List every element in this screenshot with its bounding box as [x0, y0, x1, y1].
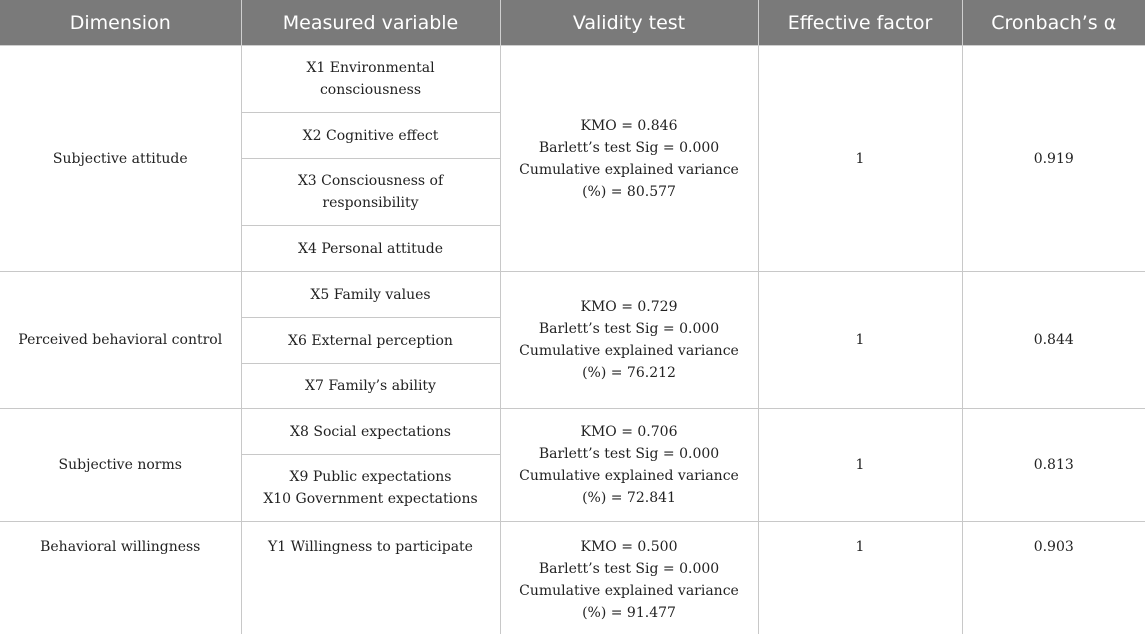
variable-cell: X6 External perception [241, 318, 500, 364]
header-cronbach-alpha: Cronbach’s α [962, 0, 1145, 46]
alpha-cell: 0.903 [962, 522, 1145, 634]
variable-cell: X3 Consciousness of responsibility [241, 159, 500, 226]
table-row [0, 46, 1145, 113]
dimension-cell: Behavioral willingness [0, 522, 241, 634]
variable-cell: X1 Environmental consciousness [241, 46, 500, 113]
alpha-cell: 0.919 [962, 46, 1145, 272]
variable-cell: X5 Family values [241, 272, 500, 318]
variable-cell: X7 Family’s ability [241, 364, 500, 409]
alpha-cell: 0.844 [962, 272, 1145, 409]
dimension-cell: Subjective attitude [0, 46, 241, 272]
validity-cell: KMO = 0.846 Barlett’s test Sig = 0.000 Cumulative explained variance (%) = 80.577 [500, 46, 758, 272]
dimension-cell: Subjective norms [0, 409, 241, 522]
alpha-cell: 0.813 [962, 409, 1145, 522]
factor-cell: 1 [758, 522, 962, 634]
header-row [0, 0, 1145, 46]
factor-cell: 1 [758, 409, 962, 522]
table-row [0, 409, 1145, 455]
header-validity-test: Validity test [500, 0, 758, 46]
table-row [0, 522, 1145, 634]
dimension-cell: Perceived behavioral control [0, 272, 241, 409]
table-row [0, 272, 1145, 318]
header-measured-variable: Measured variable [241, 0, 500, 46]
validity-cell: KMO = 0.706 Barlett’s test Sig = 0.000 Cumulative explained variance (%) = 72.841 [500, 409, 758, 522]
header-effective-factor: Effective factor [758, 0, 962, 46]
variable-cell: X9 Public expectations X10 Government expectations [241, 455, 500, 522]
validity-cell: KMO = 0.729 Barlett’s test Sig = 0.000 Cumulative explained variance (%) = 76.212 [500, 272, 758, 409]
factor-cell: 1 [758, 46, 962, 272]
header-dimension: Dimension [0, 0, 241, 46]
variable-cell: Y1 Willingness to participate [241, 522, 500, 634]
variable-cell: X8 Social expectations [241, 409, 500, 455]
variable-cell: X2 Cognitive effect [241, 113, 500, 159]
factor-cell: 1 [758, 272, 962, 409]
validity-cell: KMO = 0.500 Barlett’s test Sig = 0.000 Cumulative explained variance (%) = 91.477 [500, 522, 758, 634]
variable-cell: X4 Personal attitude [241, 226, 500, 272]
